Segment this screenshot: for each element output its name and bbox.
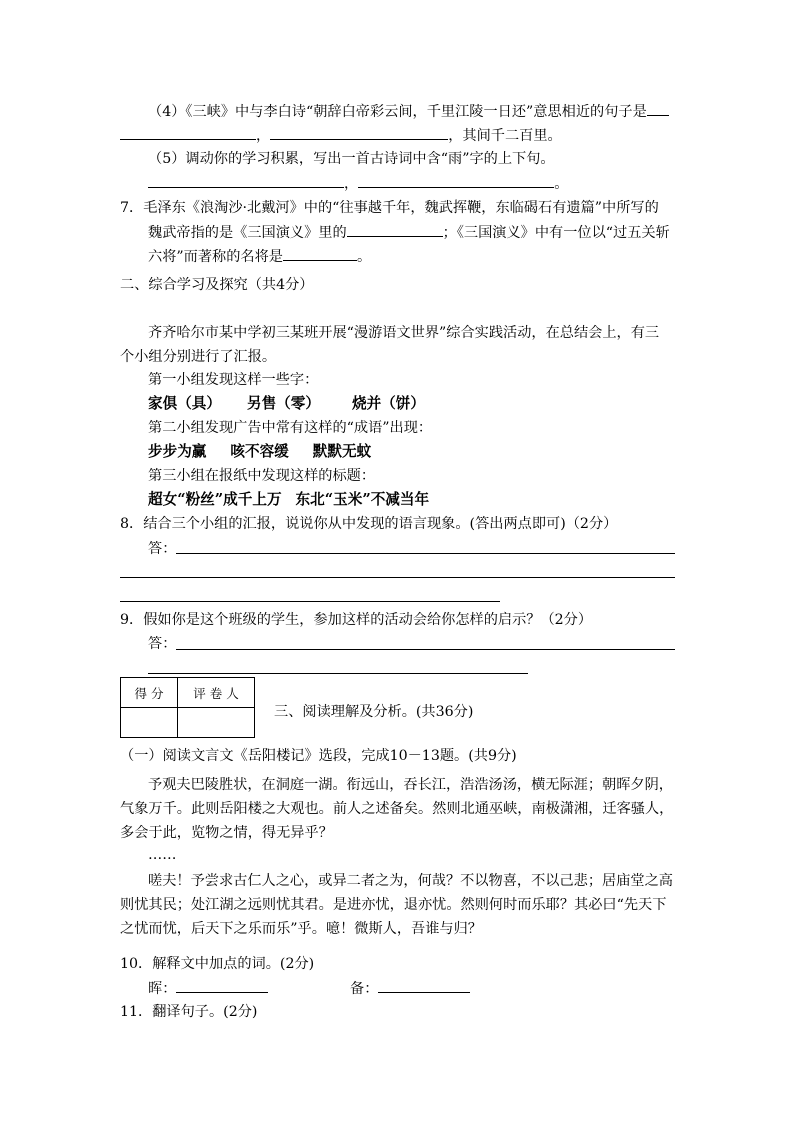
q7-blank-2[interactable] bbox=[283, 246, 357, 261]
q6-item4-blank-2[interactable] bbox=[270, 125, 448, 140]
q8-answer-label: 答： bbox=[148, 541, 177, 557]
score-box bbox=[120, 677, 255, 738]
q10-word1 bbox=[148, 978, 268, 999]
score-box-header-grader: 评 卷 人 bbox=[178, 678, 255, 708]
section3-part1-title: （一）阅读文言文《岳阳楼记》选段，完成10－13题。(共9分) bbox=[120, 748, 517, 764]
section2-intro-line2: 个小组分别进行了汇报。 bbox=[120, 349, 277, 365]
passage-para1-line1: 予观夫巴陵胜状，在洞庭一湖。衔远山，吞长江，浩浩汤汤，横无际涯；朝晖夕阴， bbox=[148, 777, 673, 793]
q7-line2-text-b: ；《三国演义》中有一位以“过五关斩 bbox=[442, 225, 670, 241]
q10-text: 10．解释文中加点的词。(2分) bbox=[120, 956, 315, 972]
group3-label: 第三小组在报纸中发现这样的标题： bbox=[148, 468, 376, 484]
q10-word2 bbox=[350, 978, 470, 999]
q9-text: 9．假如你是这个班级的学生，参加这样的活动会给你怎样的启示？（2分） bbox=[120, 612, 593, 628]
q7-line1: 7．毛泽东《浪淘沙·北戴河》中的“往事越千年，魏武挥鞭，东临碣石有遗篇”中所写的 bbox=[120, 200, 659, 216]
passage-para2-line2: 则忧其民；处江湖之远则忧其君。是进亦忧，退亦忧。然则何时而乐耶？其必曰“先天下 bbox=[120, 897, 667, 913]
q10-word1-label: 晖： bbox=[148, 981, 177, 997]
q6-item4-end: ，其间千二百里。 bbox=[448, 128, 562, 144]
group3-items bbox=[148, 490, 429, 510]
q8-answer-line-3[interactable] bbox=[120, 601, 500, 602]
q6-item4-text: （4）《三峡》中与李白诗“朝辞白帝彩云间，千里江陵一日还”意思相近的句子是 bbox=[148, 104, 647, 120]
q7-line3 bbox=[148, 246, 371, 267]
q7-line3-text-b: 。 bbox=[356, 249, 372, 265]
section3-heading: 三、阅读理解及分析。(共36分) bbox=[274, 704, 474, 720]
passage-para1-line3: 多会于此，览物之情，得无异乎？ bbox=[120, 825, 333, 841]
q8-answer-line-1[interactable] bbox=[176, 553, 675, 554]
q6-item5-blank-1[interactable] bbox=[148, 173, 344, 188]
q8-text: 8．结合三个小组的汇报，说说你从中发现的语言现象。(答出两点即可)（2分） bbox=[120, 516, 618, 532]
q6-item4-comma: ， bbox=[256, 128, 271, 144]
q9-answer-line-2[interactable] bbox=[148, 673, 528, 674]
section2-heading: 二、综合学习及探究（共4分） bbox=[120, 277, 314, 293]
group1-item: 另售（零） bbox=[246, 395, 320, 412]
score-box-header-score: 得 分 bbox=[121, 678, 178, 708]
passage-ellipsis: …… bbox=[148, 847, 177, 863]
score-box-score-cell[interactable] bbox=[121, 708, 178, 738]
q11-text: 11．翻译句子。(2分) bbox=[120, 1004, 258, 1020]
group1-item: 烧并（饼） bbox=[351, 395, 425, 412]
passage-para2-line1: 嗟夫！予尝求古仁人之心，或异二者之为，何哉？不以物喜，不以己悲；居庙堂之高 bbox=[148, 873, 673, 889]
group3-item: 超女“粉丝”成千上万 bbox=[148, 491, 282, 508]
q6-item4-blank-tail[interactable] bbox=[647, 101, 669, 116]
q10-word1-blank[interactable] bbox=[176, 978, 268, 993]
q6-item5-text: （5）调动你的学习积累，写出一首古诗词中含“雨”字的上下句。 bbox=[148, 151, 555, 167]
group2-item: 默默无蚊 bbox=[312, 443, 372, 460]
q7-line2 bbox=[148, 222, 670, 243]
group1-items bbox=[148, 394, 425, 414]
group1-label: 第一小组发现这样一些字： bbox=[148, 372, 319, 388]
group2-items bbox=[148, 442, 371, 462]
q6-item4-blank-1[interactable] bbox=[120, 125, 256, 140]
q6-item5-comma: ， bbox=[344, 176, 359, 192]
q7-line2-text-a: 魏武帝指的是《三国演义》里的 bbox=[148, 225, 347, 241]
group3-item: 东北“玉米”不减当年 bbox=[295, 491, 430, 508]
q9-answer-label: 答： bbox=[148, 636, 177, 652]
passage-para2-line3: 之忧而忧，后天下之乐而乐”乎。噫！微斯人，吾谁与归？ bbox=[120, 921, 482, 937]
q8-answer-line-2[interactable] bbox=[120, 577, 675, 578]
q7-blank-1[interactable] bbox=[347, 222, 443, 237]
q7-line3-text-a: 六将”而著称的名将是 bbox=[148, 249, 283, 265]
group2-label: 第二小组发现广告中常有这样的“成语”出现： bbox=[148, 420, 433, 436]
q6-item4-line2 bbox=[120, 125, 562, 146]
q6-item5-end: 。 bbox=[554, 176, 569, 192]
group2-item: 咳不容缓 bbox=[230, 443, 289, 460]
q6-item5-blank-2[interactable] bbox=[358, 173, 554, 188]
q10-word2-label: 备： bbox=[350, 981, 379, 997]
group1-item: 家俱（具） bbox=[148, 395, 221, 412]
q9-answer-line-1[interactable] bbox=[176, 649, 675, 650]
passage-para1-line2: 气象万千。此则岳阳楼之大观也。前人之述备矣。然则北通巫峡，南极潇湘，迁客骚人， bbox=[120, 801, 674, 817]
group2-item: 步步为赢 bbox=[148, 443, 207, 460]
q10-word2-blank[interactable] bbox=[378, 978, 470, 993]
q6-item5-answer-line bbox=[148, 173, 568, 194]
score-box-grader-cell[interactable] bbox=[178, 708, 255, 738]
section2-intro-line1: 齐齐哈尔市某中学初三某班开展“漫游语文世界”综合实践活动，在总结会上，有三 bbox=[148, 325, 660, 341]
q6-item4-line1 bbox=[148, 101, 669, 122]
